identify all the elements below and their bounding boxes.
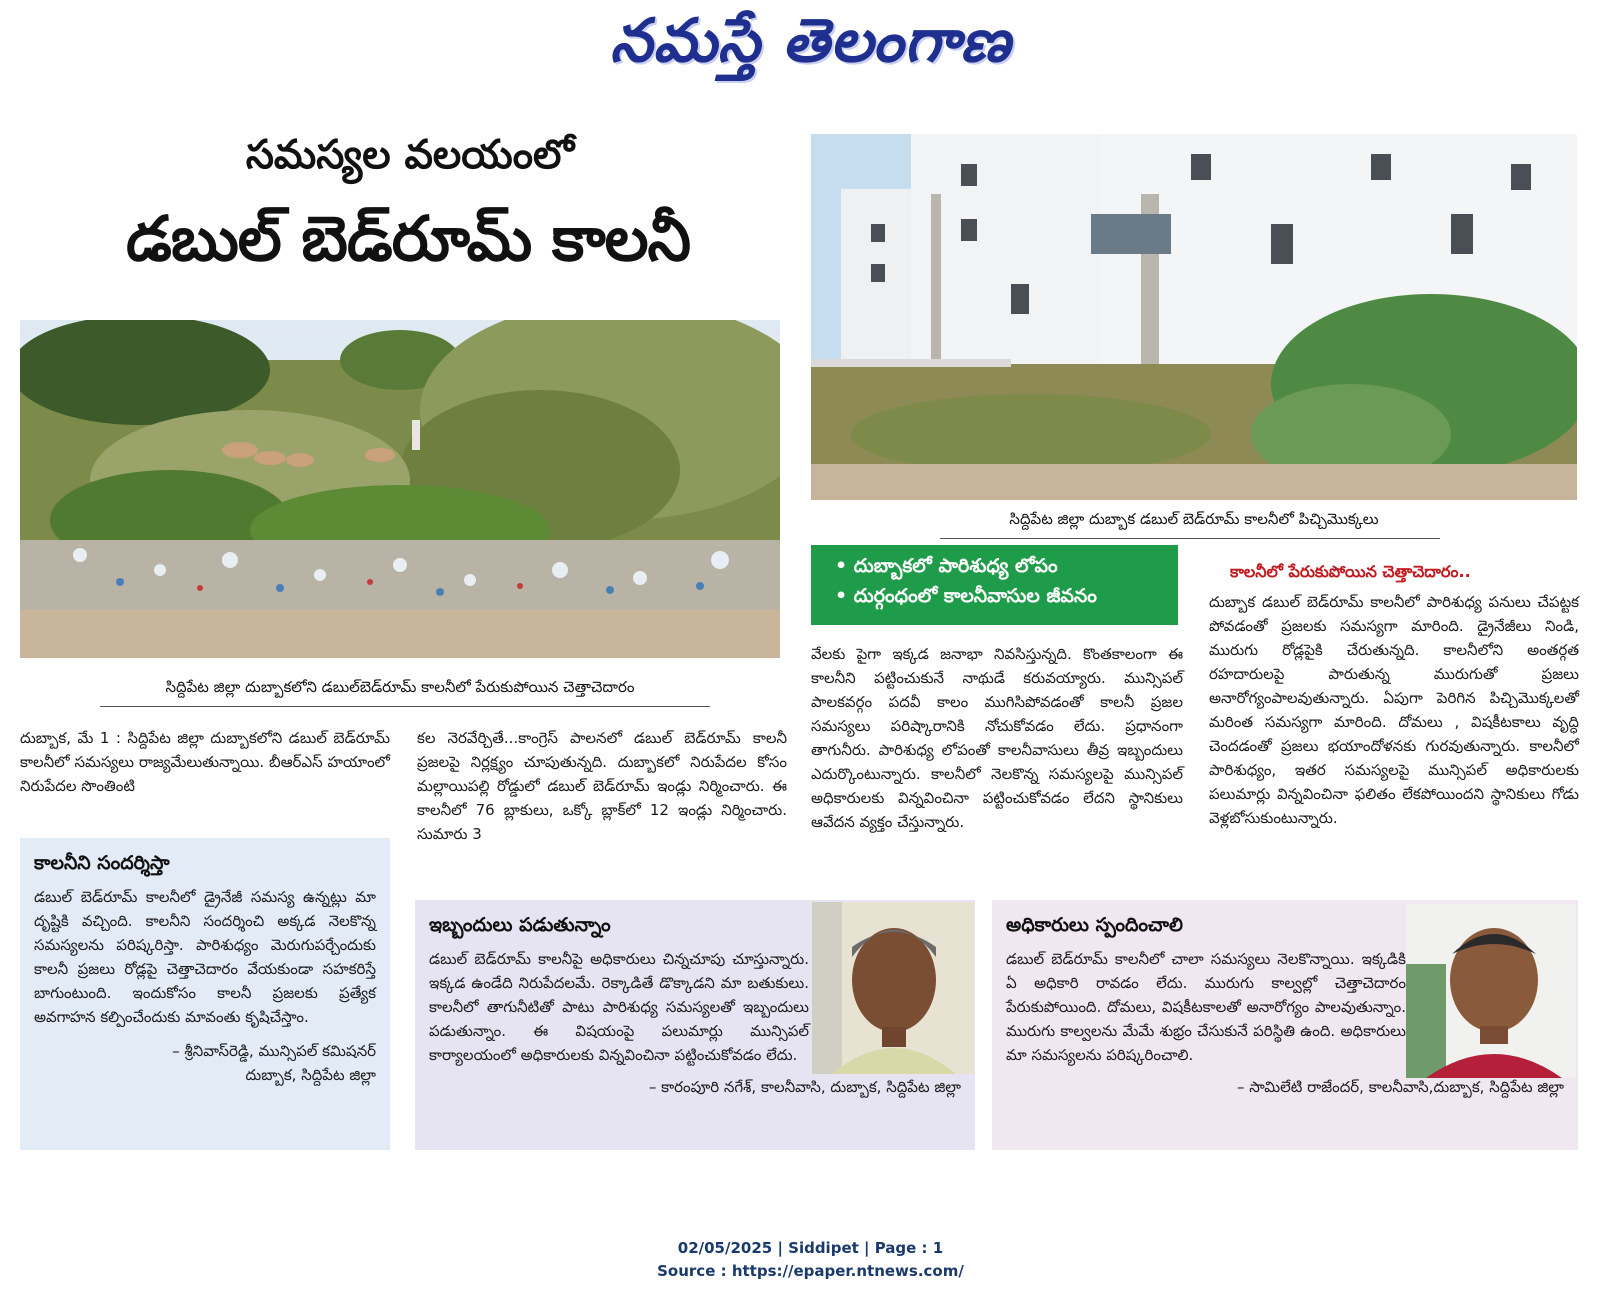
quote-text: డబుల్ బెడ్‌రూమ్ కాలనీలో డ్రైనేజీ సమస్య ఉన్నట్లు మా దృష్టికి వచ్చింది. కాలనీని సందర్శించి అక్కడ నెలకొన్న సమస్యలను పరిష్కరిస్తా. పారిశుధ్యం మెరుగుపర్చేందుకు కాలనీ ప్రజలు రోడ్లపై చెత్తాచెదారం వేయకుండా సహకరిస్తే బాగుంటుంది. ఇందుకోసం కాలనీ ప్రజలకు ప్రత్యేక అవగాహన కల్పించేందుకు మావంతు కృషిచేస్తాం. <box>34 888 376 1026</box>
photo-colony-buildings-image <box>811 134 1577 500</box>
quote-signature: – శ్రీనివాస్‌రెడ్డి, మున్సిపల్ కమిషనర్ <box>172 1042 376 1060</box>
article-col-4-subhead: కాలనీలో పేరుకుపోయిన చెత్తాచెదారం.. <box>1230 562 1471 581</box>
highlight-item: • దుర్గంధంలో కాలనీవాసుల జీవనం <box>835 585 1097 607</box>
footer-source: Source : https://epaper.ntnews.com/ <box>657 1262 964 1280</box>
portrait-resident-2-image <box>1406 904 1576 1078</box>
quote-box-commissioner <box>20 838 390 1150</box>
article-col-4: దుబ్బాక డబుల్ బెడ్‌రూమ్ కాలనీలో పారిశుధ్య పనులు చేపట్టక పోవడంతో ప్రజలకు సమస్యగా మారింది. డ్రైనేజీలు నిండి, మురుగు రోడ్లపైకి చేరుతున్నది. కాలనీలోని అంతర్గత రహదారులపై పారుతున్న మురుగుతో ప్రజలు అనారోగ్యంపాలవుతున్నారు. ఏపుగా పెరిగిన పిచ్చిమొక్కలతో మరింత సమస్యగా మారింది. దోమలు , విషకీటకాలు వృద్ధి చెందడంతో ప్రజలు భయాందోళనకు గురవుతున్నారు. కాలనీలో పారిశుధ్యం, ఇతర సమస్యలపై మున్సిపల్ అధికారులకు పలుమార్లు విన్నవించినా ఫలితం లేకపోయిందని స్థానికులు గోడు వెళ్లబోసుకుంటున్నారు. <box>1209 593 1579 827</box>
quote-title: అధికారులు స్పందించాలి <box>1006 914 1183 936</box>
masthead-logo: నమస్తే తెలంగాణ <box>609 6 1012 76</box>
photo-caption-left: సిద్దిపేట జిల్లా దుబ్బాకలోని డబుల్‌బెడ్‌రూమ్ కాలనీలో పేరుకుపోయిన చెత్తాచెదారం <box>165 678 635 696</box>
portrait-resident-1-image <box>812 902 974 1074</box>
footer-date-edition: 02/05/2025 | Siddipet | Page : 1 <box>677 1239 944 1257</box>
photo-garbage-field-image <box>20 320 780 658</box>
portrait-resident-2 <box>1406 904 1576 1078</box>
headline-kicker: సమస్యల వలయంలో <box>245 132 575 178</box>
article-col-2: కల నెరవేర్చితే...కాంగ్రెస్ పాలనలో డబుల్ బెడ్‌రూమ్ కాలనీ ప్రజలపై నిర్లక్ష్యం చూపుతున్నది. దుబ్బాకలో నిరుపేదల కోసం మల్లాయిపల్లి రోడ్డులో డబుల్ బెడ్‌రూమ్ ఇండ్లు నిర్మించారు. ఈ కాలనీలో 76 బ్లాకులు, ఒక్కో బ్లాక్‌లో 12 ఇండ్లు నిర్మించారు. సుమారు 3 <box>417 729 787 843</box>
quote-title: కాలనీని సందర్శిస్తా <box>34 852 170 874</box>
caption-rule-left <box>100 706 710 707</box>
photo-colony-buildings <box>811 134 1577 500</box>
article-col-3: వేలకు పైగా ఇక్కడ జనాభా నివసిస్తున్నది. కొంతకాలంగా ఈ కాలనీని పట్టించుకునే నాథుడే కరువయ్యారు. మున్సిపల్ పాలకవర్గం పదవీ కాలం ముగిసిపోవడంతో కాలనీ ప్రజల సమస్యలు పరిష్కారానికి నోచుకోవడం లేదు. ప్రధానంగా తాగునీరు. పారిశుధ్య లోపంతో కాలనీవాసులు తీవ్ర ఇబ్బందులు ఎదుర్కొంటున్నారు. కాలనీలో నెలకొన్న సమస్యలపై మున్సిపల్ అధికారులకు విన్నవించినా పట్టించుకోవడం లేదని స్థానికులు ఆవేదన వ్యక్తం చేస్తున్నారు. <box>811 645 1183 831</box>
quote-signature: – సామిలేటి రాజేందర్, కాలనీవాసి,దుబ్బాక, సిద్దిపేట జిల్లా <box>1236 1078 1564 1096</box>
quote-text: డబుల్ బెడ్‌రూమ్ కాలనీలో చాలా సమస్యలు నెలకొన్నాయి. ఇక్కడికి ఏ అధికారి రావడం లేదు. మురుగు కాల్వల్లో చెత్తాచెదారం పేరుకుపోయింది. దోమలు, విషకీటకాలతో అనారోగ్యం పాలవుతున్నాం. మురుగు కాల్వలను మేమే శుభ్రం చేసుకునే పరిస్థితి ఉంది. అధికారులు మా సమస్యలను పరిష్కరించాలి. <box>1006 950 1406 1064</box>
quote-text: డబుల్ బెడ్‌రూమ్ కాలనీపై అధికారులు చిన్నచూపు చూస్తున్నారు. ఇక్కడ ఉండేది నిరుపేదలమే. రెక్కాడితే డొక్కాడని మా బతుకులు. కాలనీలో తాగునీటితో పాటు పారిశుధ్య సమస్యలతో ఇబ్బందులు పడుతున్నాం. ఈ విషయంపై పలుమార్లు మున్సిపల్ కార్యాలయంలో అధికారులకు విన్నవించినా పట్టించుకోవడం లేదు. <box>429 950 809 1064</box>
highlights-box <box>811 545 1178 625</box>
portrait-resident-1 <box>812 902 974 1074</box>
quote-signature: – కారంపూరి నగేశ్, కాలనీవాసి, దుబ్బాక, సిద్దిపేట జిల్లా <box>648 1078 961 1096</box>
quote-signature-place: దుబ్బాక, సిద్దిపేట జిల్లా <box>245 1066 376 1084</box>
headline: డబుల్ బెడ్‌రూమ్ కాలనీ <box>125 202 691 275</box>
article-col-1: దుబ్బాక, మే 1 : సిద్దిపేట జిల్లా దుబ్బాకలోని డబుల్ బెడ్‌రూమ్ కాలనీలో సమస్యలు రాజ్యమేలుతున్నాయి. బీఆర్ఎస్ హయాంలో నిరుపేదల సొంతింటి <box>20 729 390 795</box>
quote-title: ఇబ్బందులు పడుతున్నాం <box>429 914 611 936</box>
caption-rule-right <box>940 538 1440 539</box>
photo-garbage-field <box>20 320 780 658</box>
highlight-item: • దుబ్బాకలో పారిశుధ్య లోపం <box>835 555 1058 577</box>
photo-caption-right: సిద్దిపేట జిల్లా దుబ్బాక డబుల్ బెడ్‌రూమ్ కాలనీలో పిచ్చిమొక్కలు <box>1009 510 1379 528</box>
